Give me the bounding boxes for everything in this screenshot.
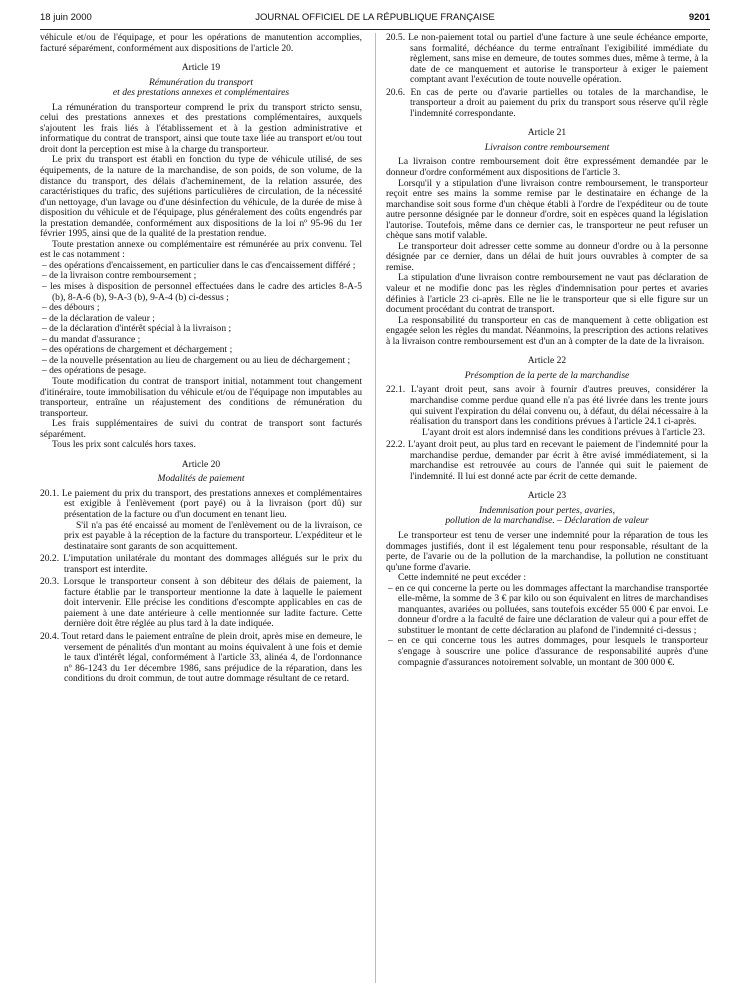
numbered-paragraph-continuation: L'ayant droit est alors indemnisé dans les conditions prévues à l'article 23. xyxy=(422,426,705,438)
list-item: – des opérations de chargement et déchargement ; xyxy=(42,344,233,356)
list-item: – des opérations d'encaissement, en particulier dans le cas d'encaissement différé ; xyxy=(42,259,356,271)
numbered-paragraph-20-5: 20.5. Le non-paiement total ou partiel d'une facture à une seule échéance emporte, sans formalité, déchéance du terme entraînant l'exigibilité immédiate du règlement, sans mise en demeure, de toutes sommes dues, même à terme, à la date de ce manquement et autorise le transporteur à exiger le paiement comptant avant l'exécution de toute nouvelle opération. xyxy=(386,32,708,86)
numbered-paragraph-20-3: 20.3. Lorsque le transporteur consent à son débiteur des délais de paiement, la facture établie par le transporteur mentionne la date à laquelle le paiement doit intervenir. Elle précise les conditions d'escompte applicables en cas de paiement à une date antérieure à celle mentionnée sur ladite facture. Cette dernière doit être réglée au plus tard à la date indiquée. xyxy=(40,576,362,630)
list-item: – de la déclaration de valeur ; xyxy=(42,312,155,324)
paragraph: Le transporteur est tenu de verser une indemnité pour la réparation de tous les dommages justifiés, dont il est légalement tenu pour responsable, résultant de la perte, de l'avarie ou de la pollution de la marchandise, la pollution ne constituant qu'une forme d'avarie. xyxy=(386,529,708,573)
right-column xyxy=(386,33,708,668)
list-item: – de la livraison contre remboursement ; xyxy=(42,270,197,282)
paragraph: Cette indemnité ne peut excéder : xyxy=(398,572,527,584)
paragraph: Le transporteur doit adresser cette somme au donneur d'ordre ou à la personne désignée par ce dernier, dans un délai de huit jours ouvrables à compter de sa remise. xyxy=(386,240,708,273)
paragraph: La responsabilité du transporteur en cas de manquement à cette obligation est engagée selon les règles du mandat. Néanmoins, la prescription des actions relatives à la livraison contre remboursement est d'un an à compter de la date de la livraison. xyxy=(386,314,708,347)
paragraph: Toute prestation annexe ou complémentaire est rémunérée au prix convenu. Tel est le cas notamment : xyxy=(40,238,362,261)
list-item: – en ce qui concerne tous les autres dommages, pour lesquels le transporteur s'engage à souscrire une police d'assurance de responsabilité auprès d'une compagnie d'assurances notoirement solvable, un montant de 300 000 €. xyxy=(388,635,708,668)
header-rule xyxy=(40,29,710,30)
left-column xyxy=(40,33,362,685)
article-19-title: Article 19 xyxy=(181,62,221,74)
paragraph: La rémunération du transporteur comprend le prix du transport stricto sensu, celui des prestations annexes et des prestations complémentaires, auxquels s'ajoutent les frais liés à l'établissement et à la gestion administrative et informatique du contrat de transport, ainsi que toute taxe liée au transport et/ou tout droit dont la perception est mise à la charge du transporteur. xyxy=(40,101,362,155)
numbered-paragraph-20-4: 20.4. Tout retard dans le paiement entraîne de plein droit, après mise en demeure, le versement de pénalités d'un montant au moins équivalent à une fois et demie le taux d'intérêt légal, conformément à l'article 33, alinéa 4, de l'ordonnance nº 86-1243 du 1er décembre 1986, sans préjudice de la réparation, dans les conditions du droit commun, de tout autre dommage résultant de ce retard. xyxy=(40,630,362,685)
article-23-subtitle: Indemnisation pour pertes, avaries, pollution de la marchandise. – Déclaration de valeur xyxy=(445,504,649,527)
article-20-title: Article 20 xyxy=(181,458,221,470)
article-22-subtitle: Présomption de la perte de la marchandise xyxy=(464,369,630,381)
list-item: – de la déclaration d'intérêt spécial à la livraison ; xyxy=(42,323,232,335)
paragraph: La stipulation d'une livraison contre remboursement ne vaut pas déclaration de valeur et ne modifie donc pas les règles d'indemnisation pour pertes et avaries définies à l'article 23 ci-après. Elle ne lie le transporteur que si elle figure sur un document procédant du contrat de transport. xyxy=(386,272,708,316)
list-item: – en ce qui concerne la perte ou les dommages affectant la marchandise transportée elle-même, la somme de 3 € par kilo ou son équivalent en litres de marchandises manquantes, avariées ou polluées, sans toutefois excéder 55 000 € par envoi. Le donneur d'ordre a la faculté de faire une déclaration de valeur qui a pour effet de substituer le montant de cette déclaration au plafond de l'indemnité ci-dessus ; xyxy=(388,582,708,636)
numbered-paragraph-22-2: 22.2. L'ayant droit peut, au plus tard en recevant le paiement de l'indemnité pour la marchandise perdue, demander par écrit à être avisé immédiatement, si la marchandise est retrouvée au cours de l'année qui suit le paiement de l'indemnité. Il lui est donné acte par écrit de cette demande. xyxy=(386,439,708,482)
article-19-subtitle: Rémunération du transport et des prestations annexes et complémentaires xyxy=(112,76,290,99)
numbered-paragraph-continuation: S'il n'a pas été encaissé au moment de l'enlèvement ou de la livraison, ce prix est payable à la réception de la facture du transporteur. L'expéditeur et le destinataire sont garants de son acquittement. xyxy=(64,519,362,552)
paragraph: La livraison contre remboursement doit être expressément demandée par le donneur d'ordre conformément aux dispositions de l'article 3. xyxy=(386,156,708,179)
list-item: – des débours ; xyxy=(42,302,100,314)
page-header xyxy=(40,12,710,28)
numbered-paragraph-20-6: 20.6. En cas de perte ou d'avarie partielles ou totales de la marchandise, le transporteur a droit au paiement du prix du transport sous réserve qu'il règle l'indemnité correspondante. xyxy=(386,86,708,119)
paragraph: Lorsqu'il y a stipulation d'une livraison contre remboursement, le transporteur reçoit entre ses mains la somme remise par le destinataire en échange de la marchandise soit sous forme d'un chèque établi à l'ordre de l'expéditeur ou de toute autre personne désignée par le donneur d'ordre, soit en espèces quand la législation l'autorise. Toutefois, même dans ce dernier cas, le transporteur ne peut refuser un chèque sans motif valable. xyxy=(386,177,708,242)
paragraph: Toute modification du contrat de transport initial, notamment tout changement d'itinéraire, toute immobilisation du véhicule et/ou de l'équipage non imputables au transporteur, entraîne un réajustement des conditions de rémunération du transporteur. xyxy=(40,375,362,419)
header-date: 18 juin 2000 xyxy=(40,12,92,23)
numbered-paragraph-22-1: 22.1. L'ayant droit peut, sans avoir à fournir d'autres preuves, considérer la marchandise comme perdue quand elle n'a pas été livrée dans les trente jours qui suivent l'expiration du délai convenu ou, à défaut, du délai nécessaire à la réalisation du transport dans les conditions prévues à l'article 24.1 ci-après. xyxy=(386,384,708,428)
article-21-title: Article 21 xyxy=(527,127,567,139)
article-22-title: Article 22 xyxy=(527,355,567,367)
article-23-title: Article 23 xyxy=(527,490,567,502)
paragraph: véhicule et/ou de l'équipage, et pour les opérations de manutention accomplies, facturé séparément, conformément aux dispositions de l'article 20. xyxy=(40,32,362,54)
numbered-paragraph-20-1: 20.1. Le paiement du prix du transport, des prestations annexes et complémentaires est exigible à l'enlèvement (port payé) ou à la livraison (port dû) sur présentation de la facture ou d'un document en tenant lieu. xyxy=(40,487,362,520)
paragraph: Les frais supplémentaires de suivi du contrat de transport sont facturés séparément. xyxy=(40,418,362,440)
article-21-subtitle: Livraison contre remboursement xyxy=(484,141,610,153)
list-item: – des opérations de pesage. xyxy=(42,365,147,377)
column-divider xyxy=(375,33,376,983)
list-item: – du mandat d'assurance ; xyxy=(42,333,141,345)
paragraph: Le prix du transport est établi en fonction du type de véhicule utilisé, de ses équipements, de la nature de la marchandise, de son poids, de son volume, de la distance du transport, des délais d'acheminement, de la relation assurée, des caractéristiques du trafic, des sujétions particulières de circulation, de la nécessité d'un nettoyage, d'un lavage ou d'une désinfection du véhicule, de la durée de mise à disposition du véhicule et de l'équipage, plus généralement des coûts engendrés par la prestation demandée, conformément aux dispositions de la loi nº 95-96 du 1er février 1995, ainsi que de la qualité de la prestation rendue. xyxy=(40,154,362,240)
numbered-paragraph-20-2: 20.2. L'imputation unilatérale du montant des dommages allégués sur le prix du transport est interdite. xyxy=(40,553,362,575)
list-item: – de la nouvelle présentation au lieu de chargement ou au lieu de déchargement ; xyxy=(42,354,351,366)
paragraph: Tous les prix sont calculés hors taxes. xyxy=(52,439,196,451)
header-page-number: 9201 xyxy=(688,12,710,23)
list-item: – les mises à disposition de personnel effectuées dans le cadre des articles 8-A-5 (b), 8-A-6 (b), 9-A-3 (b), 9-A-4 (b) ci-dessus ; xyxy=(42,281,362,303)
article-20-subtitle: Modalités de paiement xyxy=(157,473,245,485)
header-journal-title: JOURNAL OFFICIEL DE LA RÉPUBLIQUE FRANÇAISE xyxy=(255,12,495,23)
